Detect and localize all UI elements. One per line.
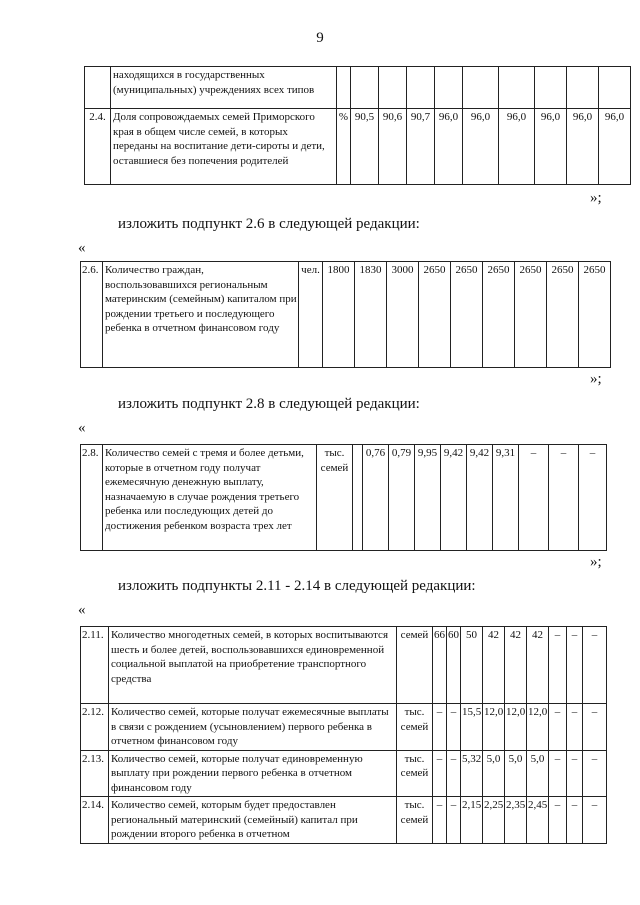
table-row (81, 627, 607, 704)
table-row (85, 109, 631, 185)
table-row (81, 262, 611, 368)
value-cell: 2650 (451, 262, 483, 368)
row-unit: % (337, 109, 351, 185)
value-cell: 15,5 (461, 704, 483, 751)
value-cell: – (549, 797, 567, 844)
value-cell: 2,25 (483, 797, 505, 844)
value-cell (379, 67, 407, 109)
value-cell (567, 67, 599, 109)
value-cell: 2,15 (461, 797, 483, 844)
table-row (81, 750, 607, 797)
row-unit: тыс. семей (397, 797, 433, 844)
value-cell: 9,42 (467, 445, 493, 551)
row-unit: тыс. семей (317, 445, 353, 551)
value-cell: – (583, 704, 607, 751)
value-cell: 90,5 (351, 109, 379, 185)
row-text: Количество граждан, воспользовавшихся региональным материнским (семейным) капиталом при рождении третьего и последующего ребенка в отчетном финансовом году (103, 262, 299, 368)
closing-quote: »; (590, 371, 602, 387)
instruction-text: изложить подпункт 2.8 в следующей редакции: (118, 396, 420, 412)
value-cell: 2650 (515, 262, 547, 368)
value-cell: 12,0 (527, 704, 549, 751)
value-cell: 0,76 (363, 445, 389, 551)
value-cell: 9,31 (493, 445, 519, 551)
table-item-2-8 (80, 444, 607, 551)
value-cell (435, 67, 463, 109)
value-cell: 5,0 (527, 750, 549, 797)
value-cell: 2650 (419, 262, 451, 368)
value-cell: 5,32 (461, 750, 483, 797)
value-cell: 2650 (579, 262, 611, 368)
value-cell: – (567, 627, 583, 704)
value-cell: 42 (527, 627, 549, 704)
value-cell: – (567, 704, 583, 751)
instruction-text: изложить подпункты 2.11 - 2.14 в следующей редакции: (118, 578, 476, 594)
value-cell: 2650 (547, 262, 579, 368)
value-cell: 2,45 (527, 797, 549, 844)
value-cell: – (567, 750, 583, 797)
row-number (85, 67, 111, 109)
value-cell: 42 (505, 627, 527, 704)
row-number: 2.13. (81, 750, 109, 797)
value-cell: – (447, 797, 461, 844)
row-text: Количество семей, которым будет предоставлен региональный материнский (семейный) капитал при рождении второго ребенка в отчетном (109, 797, 397, 844)
value-cell: 1800 (323, 262, 355, 368)
opening-quote: « (78, 240, 86, 256)
value-cell: – (433, 797, 447, 844)
table-row (85, 67, 631, 109)
value-cell: 2650 (483, 262, 515, 368)
value-cell: – (433, 704, 447, 751)
row-unit: чел. (299, 262, 323, 368)
value-cell (599, 67, 631, 109)
value-cell: – (583, 750, 607, 797)
opening-quote: « (78, 602, 86, 618)
value-cell: – (519, 445, 549, 551)
value-cell: – (549, 704, 567, 751)
value-cell (407, 67, 435, 109)
value-cell (353, 445, 363, 551)
row-number: 2.6. (81, 262, 103, 368)
value-cell: – (583, 627, 607, 704)
row-text: Количество семей, которые получат единовременную выплату при рождении первого ребенка в отчетном финансовом году (109, 750, 397, 797)
value-cell: 9,95 (415, 445, 441, 551)
value-cell: – (549, 445, 579, 551)
value-cell: 96,0 (599, 109, 631, 185)
value-cell: 50 (461, 627, 483, 704)
value-cell: 9,42 (441, 445, 467, 551)
page-number: 9 (316, 30, 324, 46)
value-cell: – (579, 445, 607, 551)
row-unit: семей (397, 627, 433, 704)
closing-quote: »; (590, 554, 602, 570)
value-cell: 42 (483, 627, 505, 704)
value-cell: 3000 (387, 262, 419, 368)
row-text: находящихся в государственных (муниципальных) учреждениях всех типов (111, 67, 337, 109)
row-number: 2.11. (81, 627, 109, 704)
row-unit: тыс. семей (397, 704, 433, 751)
value-cell: – (549, 627, 567, 704)
row-text: Количество семей, которые получат ежемесячные выплаты в связи с рождением (усыновлением) первого ребенка в отчетном финансовом году (109, 704, 397, 751)
value-cell (463, 67, 499, 109)
instruction-text: изложить подпункт 2.6 в следующей редакции: (118, 216, 420, 232)
value-cell: 96,0 (463, 109, 499, 185)
value-cell (499, 67, 535, 109)
value-cell: – (433, 750, 447, 797)
value-cell (535, 67, 567, 109)
value-cell: – (447, 750, 461, 797)
row-number: 2.4. (85, 109, 111, 185)
value-cell: – (583, 797, 607, 844)
table-item-2-6 (80, 261, 611, 368)
table-row (81, 445, 607, 551)
row-text: Количество семей с тремя и более детьми, которые в отчетном году получат ежемесячную денежную выплату, назначаемую в случае рождения третьего ребенка или последующих детей до достижения ребенком возраста трех лет (103, 445, 317, 551)
row-number: 2.12. (81, 704, 109, 751)
row-number: 2.8. (81, 445, 103, 551)
value-cell: 90,7 (407, 109, 435, 185)
value-cell: 90,6 (379, 109, 407, 185)
value-cell: 96,0 (535, 109, 567, 185)
table-row (81, 704, 607, 751)
value-cell: 1830 (355, 262, 387, 368)
closing-quote: »; (590, 190, 602, 206)
value-cell: 5,0 (505, 750, 527, 797)
value-cell: – (567, 797, 583, 844)
opening-quote: « (78, 420, 86, 436)
value-cell: 96,0 (499, 109, 535, 185)
table-items-2-11-2-14 (80, 626, 607, 844)
value-cell: 5,0 (483, 750, 505, 797)
value-cell: – (549, 750, 567, 797)
row-number: 2.14. (81, 797, 109, 844)
value-cell: – (447, 704, 461, 751)
row-unit (337, 67, 351, 109)
value-cell: 96,0 (435, 109, 463, 185)
value-cell: 60 (447, 627, 461, 704)
value-cell: 2,35 (505, 797, 527, 844)
value-cell: 66 (433, 627, 447, 704)
row-text: Количество многодетных семей, в которых воспитываются шесть и более детей, воспользовавшихся единовременной социальной выплатой на приобретение транспортного средства (109, 627, 397, 704)
value-cell (351, 67, 379, 109)
table-continuation (84, 66, 631, 185)
value-cell: 0,79 (389, 445, 415, 551)
value-cell: 96,0 (567, 109, 599, 185)
value-cell: 12,0 (505, 704, 527, 751)
table-row (81, 797, 607, 844)
row-unit: тыс. семей (397, 750, 433, 797)
value-cell: 12,0 (483, 704, 505, 751)
row-text: Доля сопровождаемых семей Приморского края в общем числе семей, в которых переданы на воспитание дети-сироты и дети, оставшиеся без попечения родителей (111, 109, 337, 185)
